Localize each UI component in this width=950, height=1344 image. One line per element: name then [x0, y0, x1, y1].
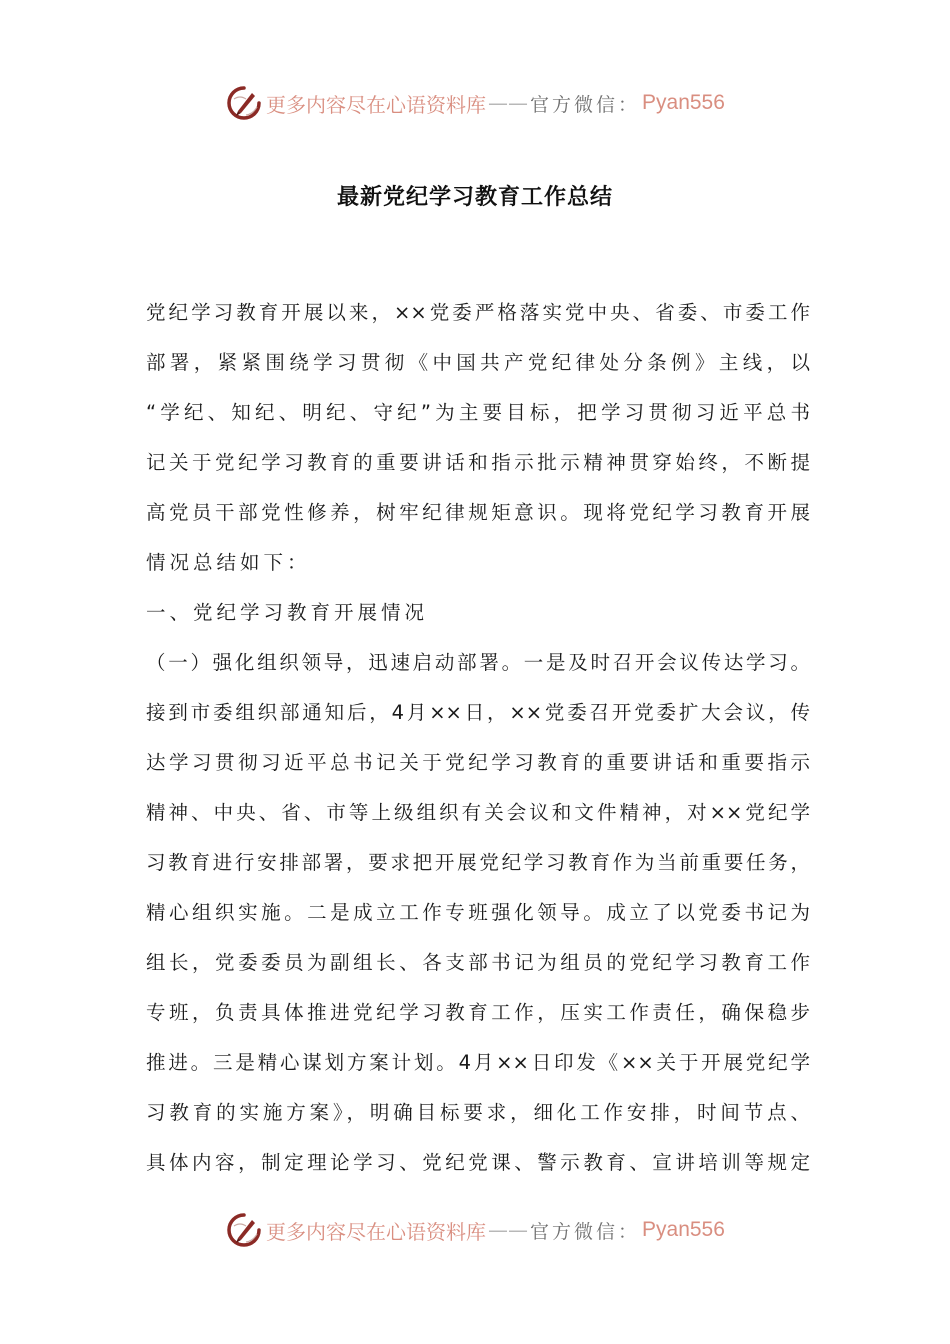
paragraph-line: 情况总结如下：	[146, 551, 311, 574]
watermark-wechat-label: 官方微信：	[530, 1220, 641, 1243]
watermark-header	[226, 83, 726, 123]
paragraph-line: 精神、中央、省、市等上级组织有关会议和文件精神，对××党纪学	[146, 801, 810, 824]
paragraph-line: 达学习贯彻习近平总书记关于党纪学习教育的重要讲话和重要指示	[146, 751, 810, 774]
paragraph-line: 推进。三是精心谋划方案计划。4月××日印发《××关于开展党纪学	[146, 1051, 810, 1074]
watermark-wechat-id: Pyan556	[642, 91, 725, 114]
paragraph-line: 习教育进行安排部署，要求把开展党纪学习教育作为当前重要任务，	[146, 851, 810, 874]
section-heading: 一、党纪学习教育开展情况	[146, 601, 429, 624]
paragraph-line: 精心组织实施。二是成立工作专班强化领导。成立了以党委书记为	[146, 901, 810, 924]
watermark-dash: ——	[488, 1218, 528, 1242]
document-title: 最新党纪学习教育工作总结	[336, 185, 613, 210]
document-body	[146, 292, 810, 1192]
paragraph-line: 具体内容，制定理论学习、党纪党课、警示教育、宣讲培训等规定	[146, 1151, 810, 1174]
paragraph-line: 部署，紧紧围绕学习贯彻《中国共产党纪律处分条例》主线，以	[146, 351, 810, 374]
watermark-slogan: 更多内容尽在心语资料库	[266, 92, 486, 117]
paragraph-line: 专班，负责具体推进党纪学习教育工作，压实工作责任，确保稳步	[146, 1001, 810, 1024]
paragraph-line: “学纪、知纪、明纪、守纪”为主要目标，把学习贯彻习近平总书	[146, 401, 810, 424]
watermark-wechat-id: Pyan556	[642, 1218, 725, 1241]
paragraph-line: 记关于党纪学习教育的重要讲话和指示批示精神贯穿始终，不断提	[146, 451, 810, 474]
quill-pen-logo-icon	[226, 1212, 262, 1248]
paragraph-line: 接到市委组织部通知后，4月××日，××党委召开党委扩大会议，传	[146, 701, 810, 724]
paragraph-line: 组长，党委委员为副组长、各支部书记为组员的党纪学习教育工作	[146, 951, 810, 974]
paragraph-line: 习教育的实施方案》，明确目标要求，细化工作安排，时间节点、	[146, 1101, 810, 1124]
watermark-footer	[226, 1210, 726, 1250]
quill-pen-logo-icon	[226, 85, 262, 121]
watermark-dash: ——	[488, 91, 528, 115]
paragraph-line: （一）强化组织领导，迅速启动部署。一是及时召开会议传达学习。	[146, 651, 810, 674]
paragraph-line: 党纪学习教育开展以来，××党委严格落实党中央、省委、市委工作	[146, 301, 810, 324]
watermark-slogan: 更多内容尽在心语资料库	[266, 1219, 486, 1244]
paragraph-line: 高党员干部党性修养，树牢纪律规矩意识。现将党纪学习教育开展	[146, 501, 810, 524]
watermark-wechat-label: 官方微信：	[530, 93, 641, 116]
